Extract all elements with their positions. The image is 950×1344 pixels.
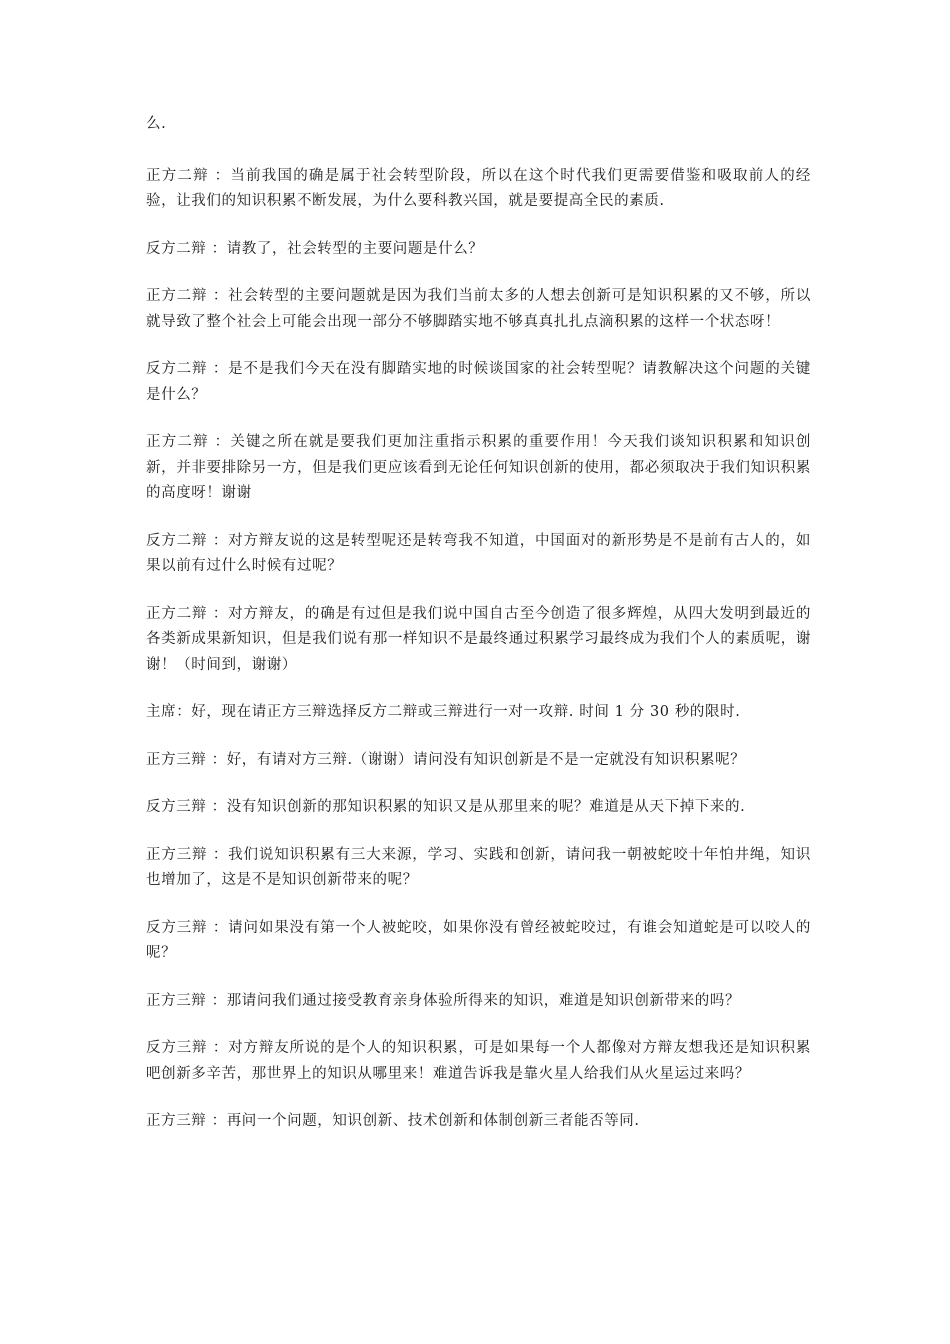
paragraph: 反方二辩 ：是不是我们今天在没有脚踏实地的时候谈国家的社会转型呢？请教解决这个问题的关键是什么？ [146, 361, 811, 403]
paragraph: 反方二辩 ：请教了，社会转型的主要问题是什么？ [146, 240, 484, 257]
paragraph: 正方三辩 ：那请问我们通过接受教育亲身体验所得来的知识，难道是知识创新带来的吗？ [146, 992, 741, 1009]
paragraph: 正方二辩 ：社会转型的主要问题就是因为我们当前太多的人想去创新可是知识积累的又不够，所以就导致了整个社会上可能会出现一部分不够脚踏实地不够真真扎扎点滴积累的这样一个状态呀！ [146, 288, 811, 330]
paragraph: 反方三辩 ：没有知识创新的那知识积累的知识又是从那里来的呢？难道是从天下掉下来的. [146, 799, 746, 815]
paragraph: 么. [146, 116, 167, 132]
document-page [146, 112, 811, 1157]
paragraph: 主席：好，现在请正方三辩选择反方二辩或三辩进行一对一攻辩. 时间 1 分 30 秒的限时. [146, 704, 741, 720]
paragraph: 正方二辩 ：关键之所在就是要我们更加注重指示积累的重要作用！今天我们谈知识积累和知识创新，并非要排除另一方，但是我们更应该看到无论任何知识创新的使用，都必须取决于我们知识积累的高度呀！谢谢 [146, 434, 811, 501]
paragraph: 正方二辩 ：对方辩友，的确是有过但是我们说中国自古至今创造了很多辉煌，从四大发明到最近的各类新成果新知识，但是我们说有那一样知识不是最终通过积累学习最终成为我们个人的素质呢，谢谢！（时间到，谢谢） [146, 605, 811, 673]
paragraph: 正方三辩 ：再问一个问题，知识创新、技术创新和体制创新三者能否等同. [146, 1113, 640, 1129]
paragraph: 反方二辩 ：对方辩友说的这是转型呢还是转弯我不知道，中国面对的新形势是不是前有古人的，如果以前有过什么时候有过呢？ [146, 532, 811, 574]
paragraph: 反方三辩 ：对方辩友所说的是个人的知识积累，可是如果每一个人都像对方辩友想我还是知识积累吧创新多辛苦，那世界上的知识从哪里来！难道告诉我是靠火星人给我们从火星运过来吗？ [146, 1040, 811, 1082]
paragraph: 反方三辩 ：请问如果没有第一个人被蛇咬，如果你没有曾经被蛇咬过，有谁会知道蛇是可以咬人的呢？ [146, 919, 811, 961]
paragraph: 正方三辩 ：好，有请对方三辩.（谢谢）请问没有知识创新是不是一定就没有知识积累呢？ [146, 751, 746, 768]
paragraph: 正方三辩 ：我们说知识积累有三大来源，学习、实践和创新，请问我一朝被蛇咬十年怕井绳，知识也增加了，这是不是知识创新带来的呢？ [146, 846, 811, 888]
paragraph: 正方二辩 ：当前我国的确是属于社会转型阶段，所以在这个时代我们更需要借鉴和吸取前人的经验，让我们的知识积累不断发展，为什么要科教兴国，就是要提高全民的素质. [146, 167, 811, 209]
